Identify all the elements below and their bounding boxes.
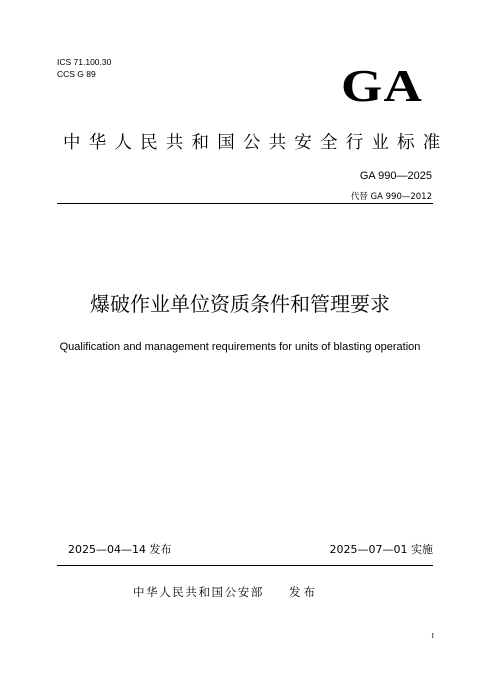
ga-logo: GA xyxy=(341,61,424,111)
document-title-english: Qualification and management requirements for units of blasting operation xyxy=(59,341,421,353)
issue-label: 发布 xyxy=(289,585,318,599)
publish-date: 2025—04—14 发布 xyxy=(68,543,172,556)
replaces-standard: 代替 GA 990—2012 xyxy=(350,192,432,202)
implement-date: 2025—07—01 实施 xyxy=(329,543,433,556)
ccs-code: CCS G 89 xyxy=(57,69,96,79)
top-divider xyxy=(57,203,433,204)
page-number: I xyxy=(431,632,434,640)
classification-codes xyxy=(57,56,111,80)
bottom-divider xyxy=(57,565,433,566)
document-title-chinese: 爆破作业单位资质条件和管理要求 xyxy=(90,292,390,316)
ics-code: ICS 71.100.30 xyxy=(57,57,112,67)
issuing-authority: 中华人民共和国公安部 xyxy=(133,585,264,599)
standard-type-heading: 中华人民共和国公共安全行业标准 xyxy=(63,133,449,153)
standard-number: GA 990—2025 xyxy=(359,170,432,182)
